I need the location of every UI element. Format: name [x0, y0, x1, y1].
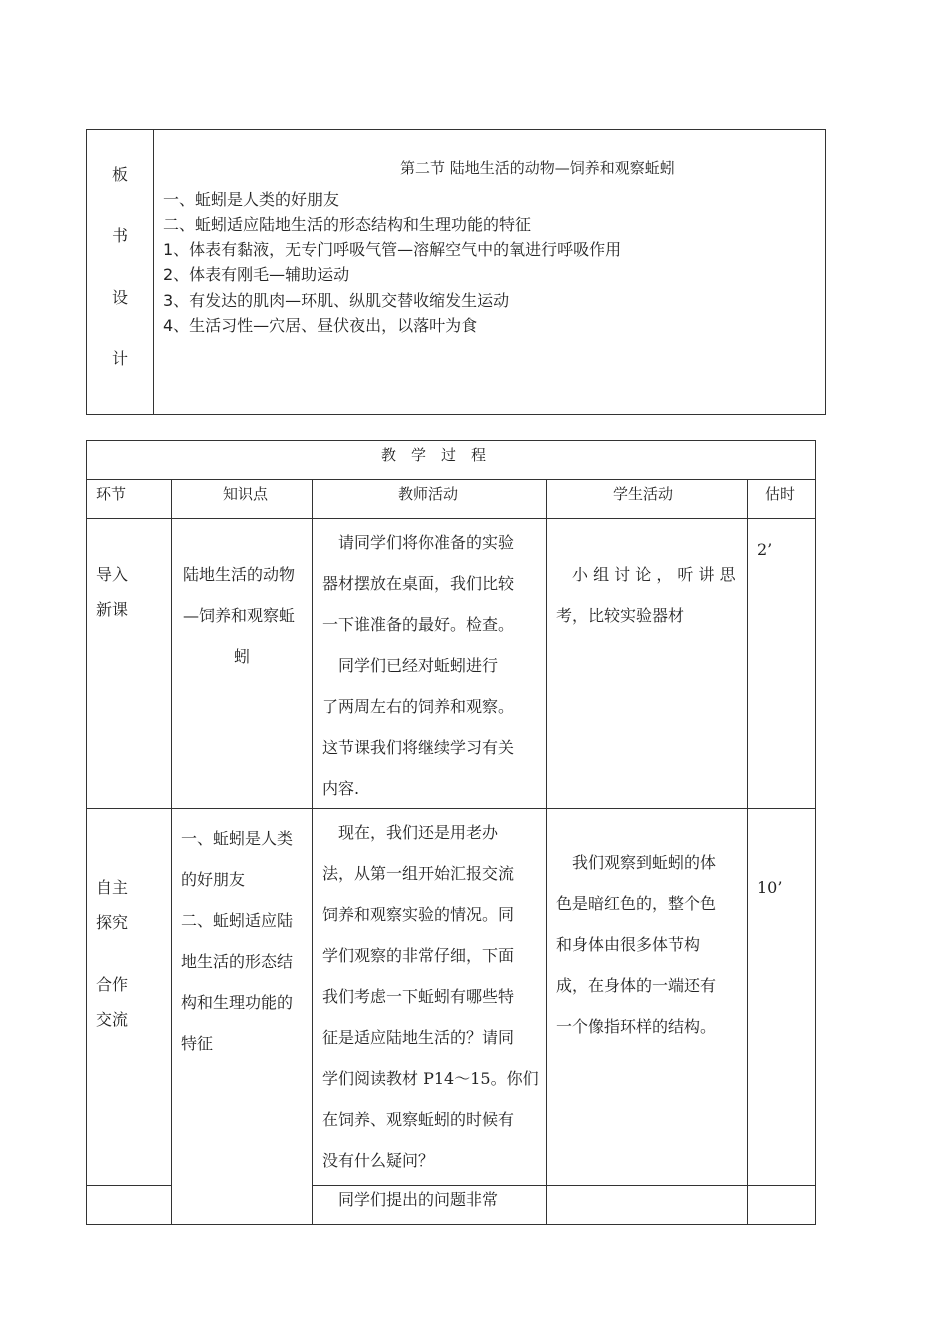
board-line-1: 一、蚯蚓是人类的好朋友: [163, 190, 340, 209]
row2-student-activity: [556, 842, 716, 1047]
row2-student-line: 和身体由很多体节构: [556, 935, 701, 954]
board-divider: [153, 129, 154, 415]
col-divider-1: [171, 479, 172, 1225]
board-title: 第二节 陆地生活的动物—饲养和观察蚯蚓: [400, 159, 675, 177]
process-title: 教 学 过 程: [381, 446, 487, 464]
row1-teacher-line: 同学们已经对蚯蚓进行: [322, 656, 499, 675]
row1-teacher-line: 了两周左右的饲养和观察。: [322, 697, 515, 716]
process-header-divider: [86, 518, 816, 519]
row1-stage-line-1: 导入: [96, 565, 129, 584]
row1-teacher-activity: [322, 522, 514, 809]
header-time: 估时: [765, 485, 796, 503]
row1-student-line: 考，比较实验器材: [556, 606, 685, 625]
row2-stage-line-2: 探究: [96, 913, 129, 932]
row1-teacher-line: 一下谁准备的最好。检查。: [322, 615, 515, 634]
col-divider-2: [312, 479, 313, 1225]
row2-stage-line-4: 交流: [96, 1010, 129, 1029]
row2-time: 10’: [757, 878, 783, 897]
board-label-char-4: 计: [112, 349, 129, 368]
header-stage: 环节: [96, 485, 127, 503]
board-line-3: 1、体表有黏液，无专门呼吸气管—溶解空气中的氧进行呼吸作用: [163, 240, 622, 259]
process-title-divider: [86, 479, 816, 480]
header-knowledge: 知识点: [223, 485, 269, 503]
row2-teacher-activity: [322, 812, 539, 1181]
row2-knowledge-line: 构和生理功能的: [181, 993, 294, 1012]
row2-stage-line-1: 自主: [96, 878, 129, 897]
row2-student-line: 一个像指环样的结构。: [556, 1017, 717, 1036]
row1-time: 2’: [757, 540, 773, 559]
row1-knowledge-line-2: —饲养和观察蚯: [183, 606, 296, 625]
board-label-char-3: 设: [112, 288, 129, 307]
row2-teacher-line: 现在，我们还是用老办: [322, 823, 499, 842]
row2-teacher-line: 我们考虑一下蚯蚓有哪些特: [322, 987, 515, 1006]
process-row2-divider-right: [312, 1185, 816, 1186]
row1-student-activity: [556, 554, 736, 636]
row1-teacher-line: 请同学们将你准备的实验: [322, 533, 515, 552]
board-line-6: 4、生活习性—穴居、昼伏夜出，以落叶为食: [163, 316, 478, 335]
row2-knowledge-line: 特征: [181, 1034, 214, 1053]
row2-teacher-line: 在饲养、观察蚯蚓的时候有: [322, 1110, 515, 1129]
row2-knowledge-line: 一、蚯蚓是人类: [181, 829, 294, 848]
board-line-2: 二、蚯蚓适应陆地生活的形态结构和生理功能的特征: [163, 215, 532, 234]
row2-knowledge-line: 二、蚯蚓适应陆: [181, 911, 294, 930]
row2-teacher-line: 饲养和观察实验的情况。同: [322, 905, 515, 924]
row2-teacher-line: 征是适应陆地生活的？请同: [322, 1028, 515, 1047]
row1-student-line: 小 组 讨 论 ， 听 讲 思: [556, 565, 736, 584]
row2-teacher-line: 法，从第一组开始汇报交流: [322, 864, 515, 883]
row2-knowledge: [181, 818, 293, 1064]
row2-knowledge-line: 的好朋友: [181, 870, 246, 889]
col-divider-4: [747, 479, 748, 1225]
header-teacher: 教师活动: [398, 485, 459, 503]
row2-stage-line-3: 合作: [96, 975, 129, 994]
row2-student-line: 色是暗红色的，整个色: [556, 894, 717, 913]
row1-teacher-line: 器材摆放在桌面，我们比较: [322, 574, 515, 593]
process-row2-divider-left: [86, 1185, 172, 1186]
row1-teacher-line: 内容.: [322, 779, 360, 798]
col-divider-3: [546, 479, 547, 1225]
row1-knowledge-line-3: 蚓: [234, 647, 251, 666]
row2-teacher-line: 学们观察的非常仔细，下面: [322, 946, 515, 965]
row3-teacher-line: 同学们提出的问题非常: [322, 1190, 499, 1209]
board-line-5: 3、有发达的肌肉—环肌、纵肌交替收缩发生运动: [163, 291, 510, 310]
row2-student-line: 我们观察到蚯蚓的体: [556, 853, 717, 872]
board-line-4: 2、体表有刚毛—辅助运动: [163, 265, 350, 284]
row2-knowledge-line: 地生活的形态结: [181, 952, 294, 971]
row2-student-line: 成，在身体的一端还有: [556, 976, 717, 995]
row2-teacher-line: 没有什么疑问？: [322, 1151, 435, 1170]
header-student: 学生活动: [613, 485, 674, 503]
row1-teacher-line: 这节课我们将继续学习有关: [322, 738, 515, 757]
row1-knowledge-line-1: 陆地生活的动物: [183, 565, 296, 584]
board-label-char-2: 书: [112, 226, 129, 245]
row1-stage-line-2: 新课: [96, 600, 129, 619]
board-label-char-1: 板: [112, 165, 129, 184]
row2-teacher-line: 学们阅读教材 P14～15。你们: [322, 1069, 539, 1088]
